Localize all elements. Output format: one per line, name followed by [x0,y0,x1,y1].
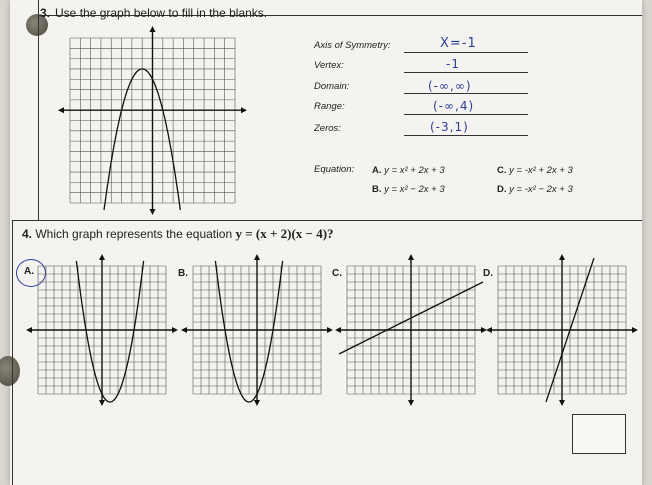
axis-answer: X=-1 [440,36,477,51]
choice-d-text: y = -x² − 2x + 3 [509,184,573,195]
option-b-label: B. [178,268,188,279]
choice-d-letter: D. [497,184,507,195]
choice-c-letter: C. [497,165,507,176]
q3-parabola-graph [55,18,255,218]
answer-box[interactable] [572,414,626,454]
q3-prompt: Use the graph below to fill in the blanks. [55,6,268,20]
domain-answer: (-∞,∞) [428,79,472,93]
option-a-graph[interactable] [27,254,177,404]
y-axis-arrow-up [408,254,414,260]
page-left-border [12,220,13,485]
y-axis-arrow-down [150,209,156,215]
y-axis-arrow-up [99,254,105,260]
choice-a-text: y = x² + 2x + 3 [384,165,445,176]
range-blank-line [404,114,528,115]
x-axis-arrow-left [26,327,32,333]
range-label: Range: [314,101,345,112]
equation-label: Equation: [314,164,355,175]
option-a-label: A. [24,266,34,277]
zeros-label: Zeros: [314,123,341,134]
choice-b-letter: B. [372,184,382,195]
q4-equation: y = (x + 2)(x − 4)? [235,226,334,241]
x-axis-arrow-left [181,327,187,333]
choice-b-text: y = x² − 2x + 3 [384,184,445,195]
section-divider [12,220,642,221]
q4-heading [22,226,334,242]
zeros-answer: (-3,1) [430,120,469,134]
domain-label: Domain: [314,81,350,92]
q4-number: 4. [22,227,33,241]
vertex-label: Vertex: [314,60,344,71]
y-axis-arrow-up [559,254,565,260]
choice-d [497,184,573,195]
y-axis-arrow-up [150,26,156,32]
choice-a [372,165,445,176]
axis-blank-line [404,52,528,53]
vertex-blank-line [404,72,528,73]
option-b-graph[interactable] [182,254,332,404]
vertex-answer: -1 [446,57,460,71]
choice-c-text: y = -x² + 2x + 3 [509,165,573,176]
q4-prompt: Which graph represents the equation [35,227,233,241]
q3-left-border [38,0,39,220]
x-axis-arrow-left [58,107,64,113]
domain-blank-line [404,93,528,94]
choice-a-letter: A. [372,165,382,176]
option-d-label: D. [483,268,493,279]
zeros-blank-line [404,135,528,136]
x-axis-arrow-left [335,327,341,333]
q3-number: 3. [40,6,51,20]
option-d-graph[interactable] [487,254,637,404]
choice-b [372,184,445,195]
y-axis-arrow-up [254,254,260,260]
x-axis-arrow-left [486,327,492,333]
axis-of-symmetry-label: Axis of Symmetry: [314,40,391,51]
option-c-label: C. [332,268,342,279]
choice-c [497,165,573,176]
option-c-graph[interactable] [336,254,486,404]
x-axis-arrow-right [241,107,247,113]
range-answer: (-∞,4) [433,99,475,113]
